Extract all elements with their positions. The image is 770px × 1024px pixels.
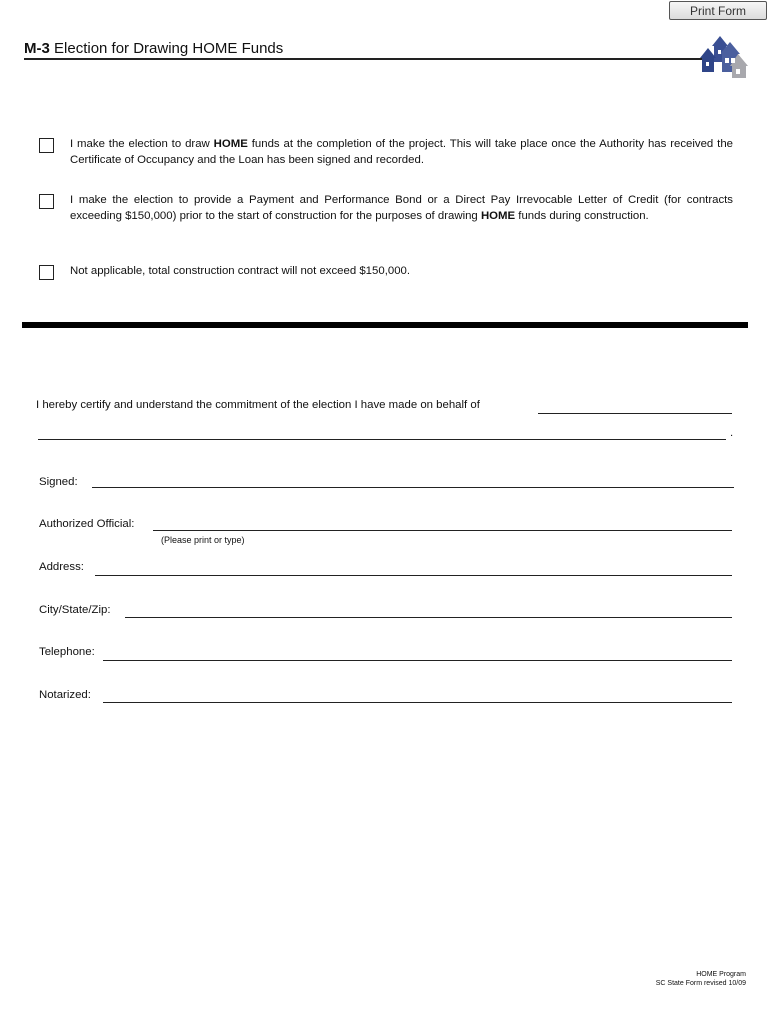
form-title: Election for Drawing HOME Funds bbox=[54, 40, 284, 57]
footer-revision: SC State Form revised 10/09 bbox=[655, 980, 746, 987]
authorized-official-field[interactable] bbox=[153, 530, 732, 531]
behalf-of-field-2[interactable] bbox=[38, 439, 726, 440]
houses-logo-icon bbox=[698, 32, 750, 80]
notarized-label: Notarized: bbox=[39, 689, 91, 701]
option-1-checkbox[interactable] bbox=[39, 138, 54, 153]
certify-statement: I hereby certify and understand the commitment of the election I have made on behalf of bbox=[36, 399, 480, 411]
option-3-text: Not applicable, total construction contract will not exceed $150,000. bbox=[70, 265, 411, 277]
telephone-label: Telephone: bbox=[39, 646, 95, 658]
notarized-field[interactable] bbox=[103, 702, 732, 703]
telephone-field[interactable] bbox=[103, 660, 732, 661]
option-2-checkbox[interactable] bbox=[39, 194, 54, 209]
form-id: M-3 bbox=[24, 40, 50, 57]
print-form-button[interactable]: Print Form bbox=[669, 1, 767, 20]
address-label: Address: bbox=[39, 561, 84, 573]
option-3-checkbox[interactable] bbox=[39, 265, 54, 280]
footer bbox=[656, 970, 746, 988]
signed-field[interactable] bbox=[92, 487, 734, 488]
signed-label: Signed: bbox=[39, 476, 78, 488]
behalf-of-field-1[interactable] bbox=[538, 413, 732, 414]
option-2-text: I make the election to provide a Payment and Performance Bond or a Direct Pay Irrevocable Letter of Credit (for contracts exceeding $150,000) prior to the start of construction for the purposes of drawing HOME funds during construction. bbox=[70, 194, 733, 222]
certify-period: . bbox=[730, 427, 734, 439]
address-field[interactable] bbox=[95, 575, 732, 576]
footer-program: HOME Program bbox=[696, 971, 746, 978]
city-state-zip-label: City/State/Zip: bbox=[39, 604, 111, 616]
city-state-zip-field[interactable] bbox=[125, 617, 732, 618]
section-divider bbox=[22, 322, 748, 328]
option-1-text: I make the election to draw HOME funds at the completion of the project. This will take place once the Authority has received the Certificate of Occupancy and the Loan has been signed and recorded. bbox=[70, 138, 733, 166]
authorized-official-hint: (Please print or type) bbox=[161, 535, 245, 545]
page-title bbox=[24, 40, 283, 57]
authorized-official-label: Authorized Official: bbox=[39, 518, 135, 530]
title-divider bbox=[24, 58, 724, 60]
